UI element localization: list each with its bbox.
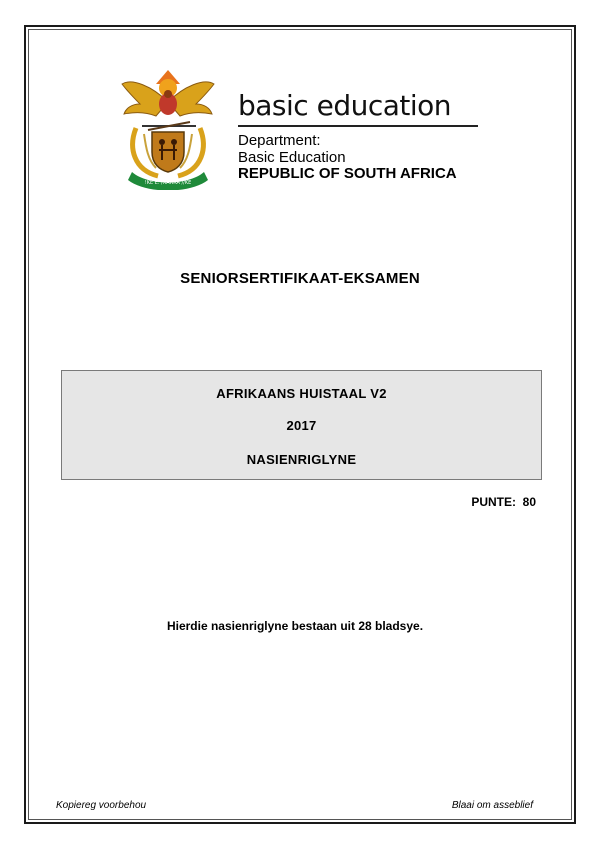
emblem-motto: !KE E: /XARRA //KE (144, 180, 192, 186)
coat-of-arms-logo (118, 68, 218, 190)
footer-copyright: Kopiereg voorbehou (56, 800, 147, 811)
brand-block (238, 88, 483, 182)
subject-title: AFRIKAANS HUISTAAL V2 (216, 386, 387, 401)
footer-turn-over: Blaai om asseblief (451, 800, 533, 811)
exam-year: 2017 (286, 418, 317, 433)
exam-name: SENIORSERTIFIKAAT-EKSAMEN (180, 270, 420, 287)
department-name: Basic Education (238, 149, 346, 166)
title-box (61, 370, 542, 480)
brand-divider (238, 125, 478, 127)
document-type: NASIENRIGLYNE (246, 452, 357, 467)
country-name: REPUBLIC OF SOUTH AFRICA (238, 165, 457, 182)
brand-title: basic education (238, 89, 452, 122)
total-marks: PUNTE: 80 (471, 495, 536, 509)
page-count-note: Hierdie nasienriglyne bestaan uit 28 bladsye. (166, 619, 424, 633)
department-label: Department: (238, 132, 321, 149)
